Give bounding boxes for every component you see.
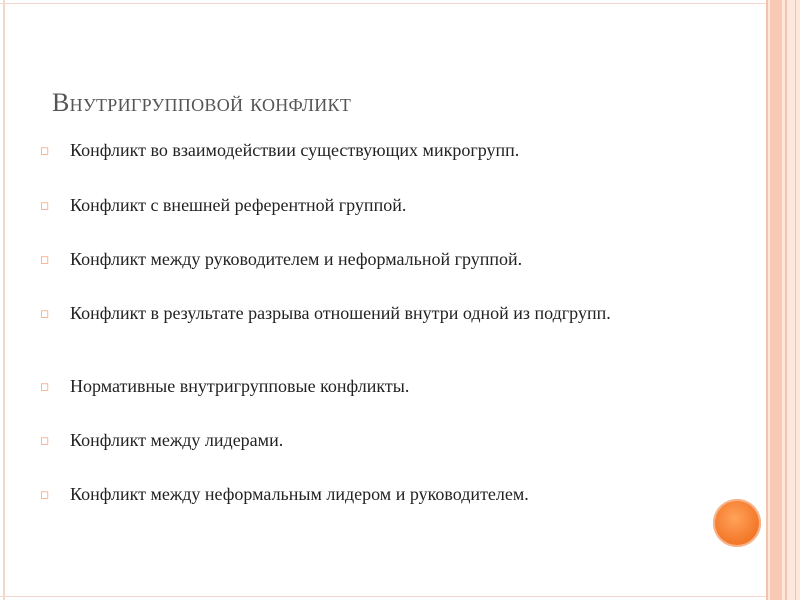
slide-title: Внутригрупповой конфликт [52, 88, 352, 117]
bullet-marker-icon: ◻ [40, 253, 50, 266]
bullet-text: Конфликт между неформальным лидером и руководителем. [70, 484, 529, 504]
bullet-marker-icon: ◻ [40, 434, 50, 447]
right-decorative-band [770, 0, 782, 600]
bullet-item [40, 430, 640, 451]
bullet-marker-icon: ◻ [40, 199, 50, 212]
bullet-text: Нормативные внутригрупповые конфликты. [70, 376, 410, 396]
bullet-marker-icon: ◻ [40, 380, 50, 393]
frame-left-line [3, 0, 5, 600]
frame-bottom-line [0, 596, 800, 597]
right-decorative-line [785, 0, 787, 600]
bullet-text: Конфликт между руководителем и неформальной группой. [70, 249, 523, 269]
bullet-item [40, 140, 640, 161]
bullet-text: Конфликт в результате разрыва отношений внутри одной из подгрупп. [70, 303, 611, 323]
bullet-text: Конфликт во взаимодействии существующих микрогрупп. [70, 140, 520, 160]
bullet-text: Конфликт с внешней референтной группой. [70, 195, 407, 215]
bullet-text: Конфликт между лидерами. [70, 430, 284, 450]
frame-top-line [0, 3, 800, 4]
bullet-item [40, 484, 640, 505]
bullet-marker-icon: ◻ [40, 144, 50, 157]
orange-circle-decoration [713, 499, 761, 547]
bullet-item [40, 249, 640, 270]
bullet-item [40, 303, 640, 324]
right-decorative-line [766, 0, 768, 600]
bullet-item [40, 376, 640, 397]
right-decorative-line [795, 0, 796, 600]
bullet-item [40, 195, 640, 216]
bullet-marker-icon: ◻ [40, 307, 50, 320]
bullet-marker-icon: ◻ [40, 488, 50, 501]
